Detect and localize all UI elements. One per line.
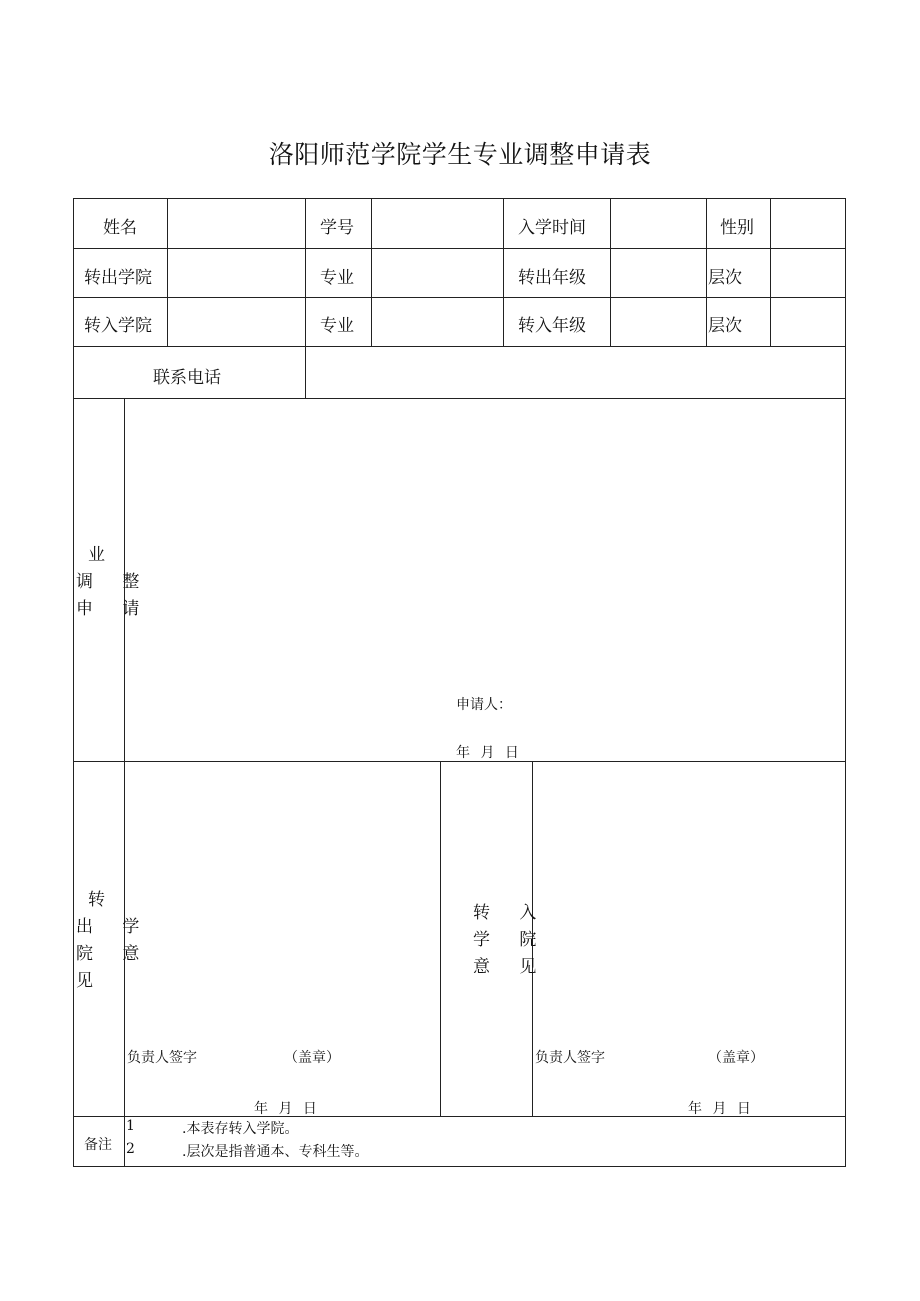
out-opinion-label-line: 转 [88,890,117,910]
to-major-label: 专业 [320,316,354,336]
in-signer-label: 负责人签字 [535,1050,605,1066]
application-label-line: 调 整 [76,572,152,592]
in-opinion-label-line: 学 院 [473,930,549,950]
out-signer-label: 负责人签字 [127,1050,197,1066]
remark-number: 2 [126,1141,135,1157]
out-opinion-label-line: 院 意 [76,944,152,964]
name-label: 姓名 [103,218,137,238]
in-opinion-label-line: 转 入 [473,903,549,923]
out-opinion-label-line: 见 [76,971,105,991]
remarks-label: 备注 [84,1137,112,1153]
from-level-label: 层次 [708,268,742,288]
phone-label: 联系电话 [153,368,221,388]
in-seal-label: （盖章） [708,1050,764,1066]
application-label-line: 申 请 [76,599,152,619]
from-college-label: 转出学院 [84,268,152,288]
out-opinion-label [76,887,152,995]
in-opinion-label-line: 意 见 [473,957,549,977]
applicant-signature-label: 申请人： [456,697,512,713]
in-date: 年 月 日 [688,1101,751,1117]
gender-label: 性别 [720,218,754,238]
to-level-label: 层次 [708,316,742,336]
to-grade-label: 转入年级 [518,316,586,336]
enroll-time-label: 入学时间 [518,218,586,238]
from-grade-label: 转出年级 [518,268,586,288]
remark-text: .层次是指普通本、专科生等。 [182,1144,369,1160]
out-opinion-label-line: 出 学 [76,917,152,937]
out-date: 年 月 日 [254,1101,317,1117]
remark-number: 1 [126,1118,135,1134]
to-college-label: 转入学院 [84,316,152,336]
application-label [76,542,152,623]
in-opinion-label [473,900,549,981]
remark-text: .本表存转入学院。 [182,1121,299,1137]
application-date: 年 月 日 [456,745,519,761]
application-label-line: 业 [88,545,117,565]
from-major-label: 专业 [320,268,354,288]
form-title: 洛阳师范学院学生专业调整申请表 [268,140,652,169]
application-form-table [73,198,846,1167]
out-seal-label: （盖章） [284,1050,340,1066]
student-id-label: 学号 [320,218,354,238]
